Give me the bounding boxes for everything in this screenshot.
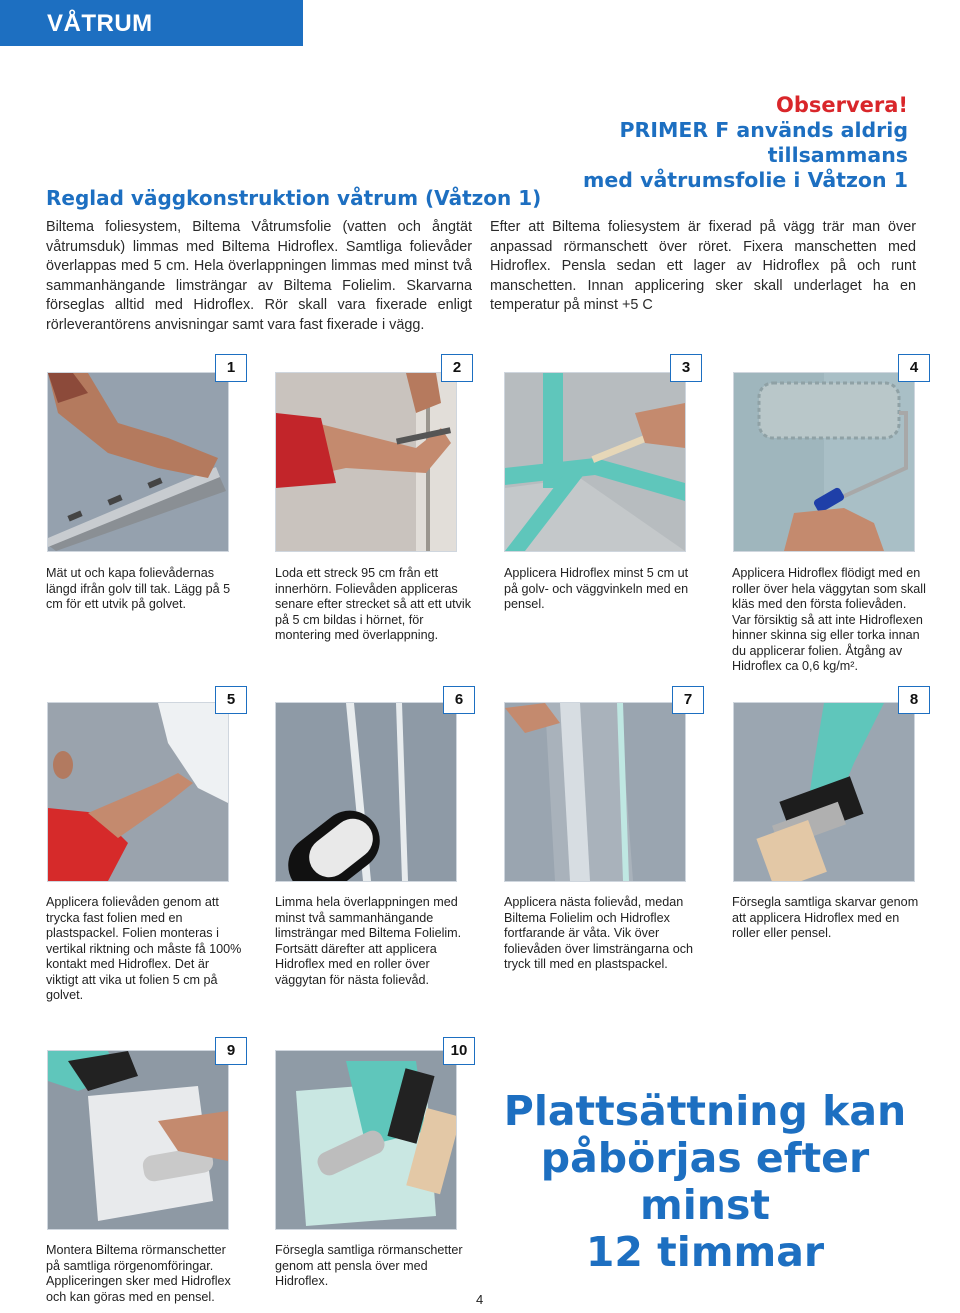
step-5-photo [47,702,229,882]
final-message-line-3: 12 timmar [585,1228,825,1276]
step-8-badge: 8 [898,686,930,714]
step-5-badge: 5 [215,686,247,714]
step-4-caption: Applicera Hidroflex flödigt med en roller över hela väggytan som skall kläs med den första folievåden. Var försiktig så att inte Hidroflexen hinner skinna sig eller torka innan du applicerar folien. Åtgång av Hidroflex ca 0,6 kg/m². [732,566,926,673]
final-message [490,1088,920,1276]
step-9-badge: 9 [215,1037,247,1065]
step-3-badge: 3 [670,354,702,382]
step-1-photo [47,372,229,552]
step-6-caption: Limma hela överlappningen med minst två sammanhängande limsträngar med Biltema Folielim. Fortsätt därefter att applicera Hidroflex med en roller över väggytan för nästa folievåd. [275,895,462,987]
step-10-badge: 10 [443,1037,475,1065]
final-message-line-1: Plattsättning kan [503,1087,907,1135]
step-9-photo [47,1050,229,1230]
step-10-caption: Försegla samtliga rörmanschetter genom att pensla över med Hidroflex. [275,1243,463,1288]
step-6-badge: 6 [443,686,475,714]
step-1-caption: Mät ut och kapa folievådernas längd ifrån golv till tak. Lägg på 5 cm för ett utvik på golvet. [46,566,231,611]
step-4-badge: 4 [898,354,930,382]
step-10-photo [275,1050,457,1230]
step-7-badge: 7 [672,686,704,714]
step-6-photo [275,702,457,882]
step-8-caption: Försegla samtliga skarvar genom att applicera Hidroflex med en roller eller pensel. [732,895,919,940]
step-2-photo [275,372,457,552]
step-8-photo [733,702,915,882]
step-7-photo [504,702,686,882]
intro-paragraph-right: Efter att Biltema foliesystem är fixerad på vägg trär man över anpassad rörmanschett över röret. Fixera manschetten med Hidroflex. Pensla sedan ett lager av Hidroflex på och runt manschetten. Innan applicering sker skall underlaget ha en temperatur på minst +5 C [490,219,916,313]
notice-title: Observera! [775,93,908,117]
step-4-photo [733,372,915,552]
step-1-badge: 1 [215,354,247,382]
step-3-photo [504,372,686,552]
step-2-badge: 2 [441,354,473,382]
final-message-line-2: påbörjas efter minst [540,1134,870,1229]
page-number: 4 [476,1292,484,1307]
step-2-caption: Loda ett streck 95 cm från ett innerhörn. Folievåden appliceras senare efter strecket så att ett utvik på 5 cm bildas i hörnet, för montering med överlappning. [275,566,471,642]
notice-box [478,92,908,193]
notice-line-1: PRIMER F används aldrig tillsammans [619,118,908,167]
step-7-caption: Applicera nästa folievåd, medan Biltema Folielim och Hidroflex fortfarande är våta. Vik över folievåden över limsträngarna och tryck till med en plastspackel. [504,895,694,971]
intro-paragraph-left: Biltema foliesystem, Biltema Våtrumsfolie (vatten och ångtät våtrumsduk) limmas med Biltema Hidroflex. Samtliga folievåder överlappas med 5 cm. Hela överlappningen limmas med minst två sammanhängande limsträngar av Biltema Folielim. Skarvarna förseglas alltid med Hidroflex. Rör skall vara fixerade enligt rörleverantörens anvisningar samt vara fast fixerade i vägg. [46,219,472,333]
notice-line-2: med våtrumsfolie i Våtzon 1 [583,168,908,192]
step-3-caption: Applicera Hidroflex minst 5 cm ut på golv- och väggvinkeln med en pensel. [504,566,689,611]
step-9-caption: Montera Biltema rörmanschetter på samtliga rörgenomföringar. Appliceringen sker med Hidroflex och kan göras med en pensel. [46,1243,231,1304]
step-5-caption: Applicera folievåden genom att trycka fast folien med en plastspackel. Folien monteras i vertikal riktning och måste få 100% kontakt med Hidroflex. Det är viktigt att vika ut folien 5 cm på golvet. [46,895,242,1002]
page-title: VÅTRUM [47,10,153,37]
section-heading: Reglad väggkonstruktion våtrum (Våtzon 1) [46,186,542,210]
